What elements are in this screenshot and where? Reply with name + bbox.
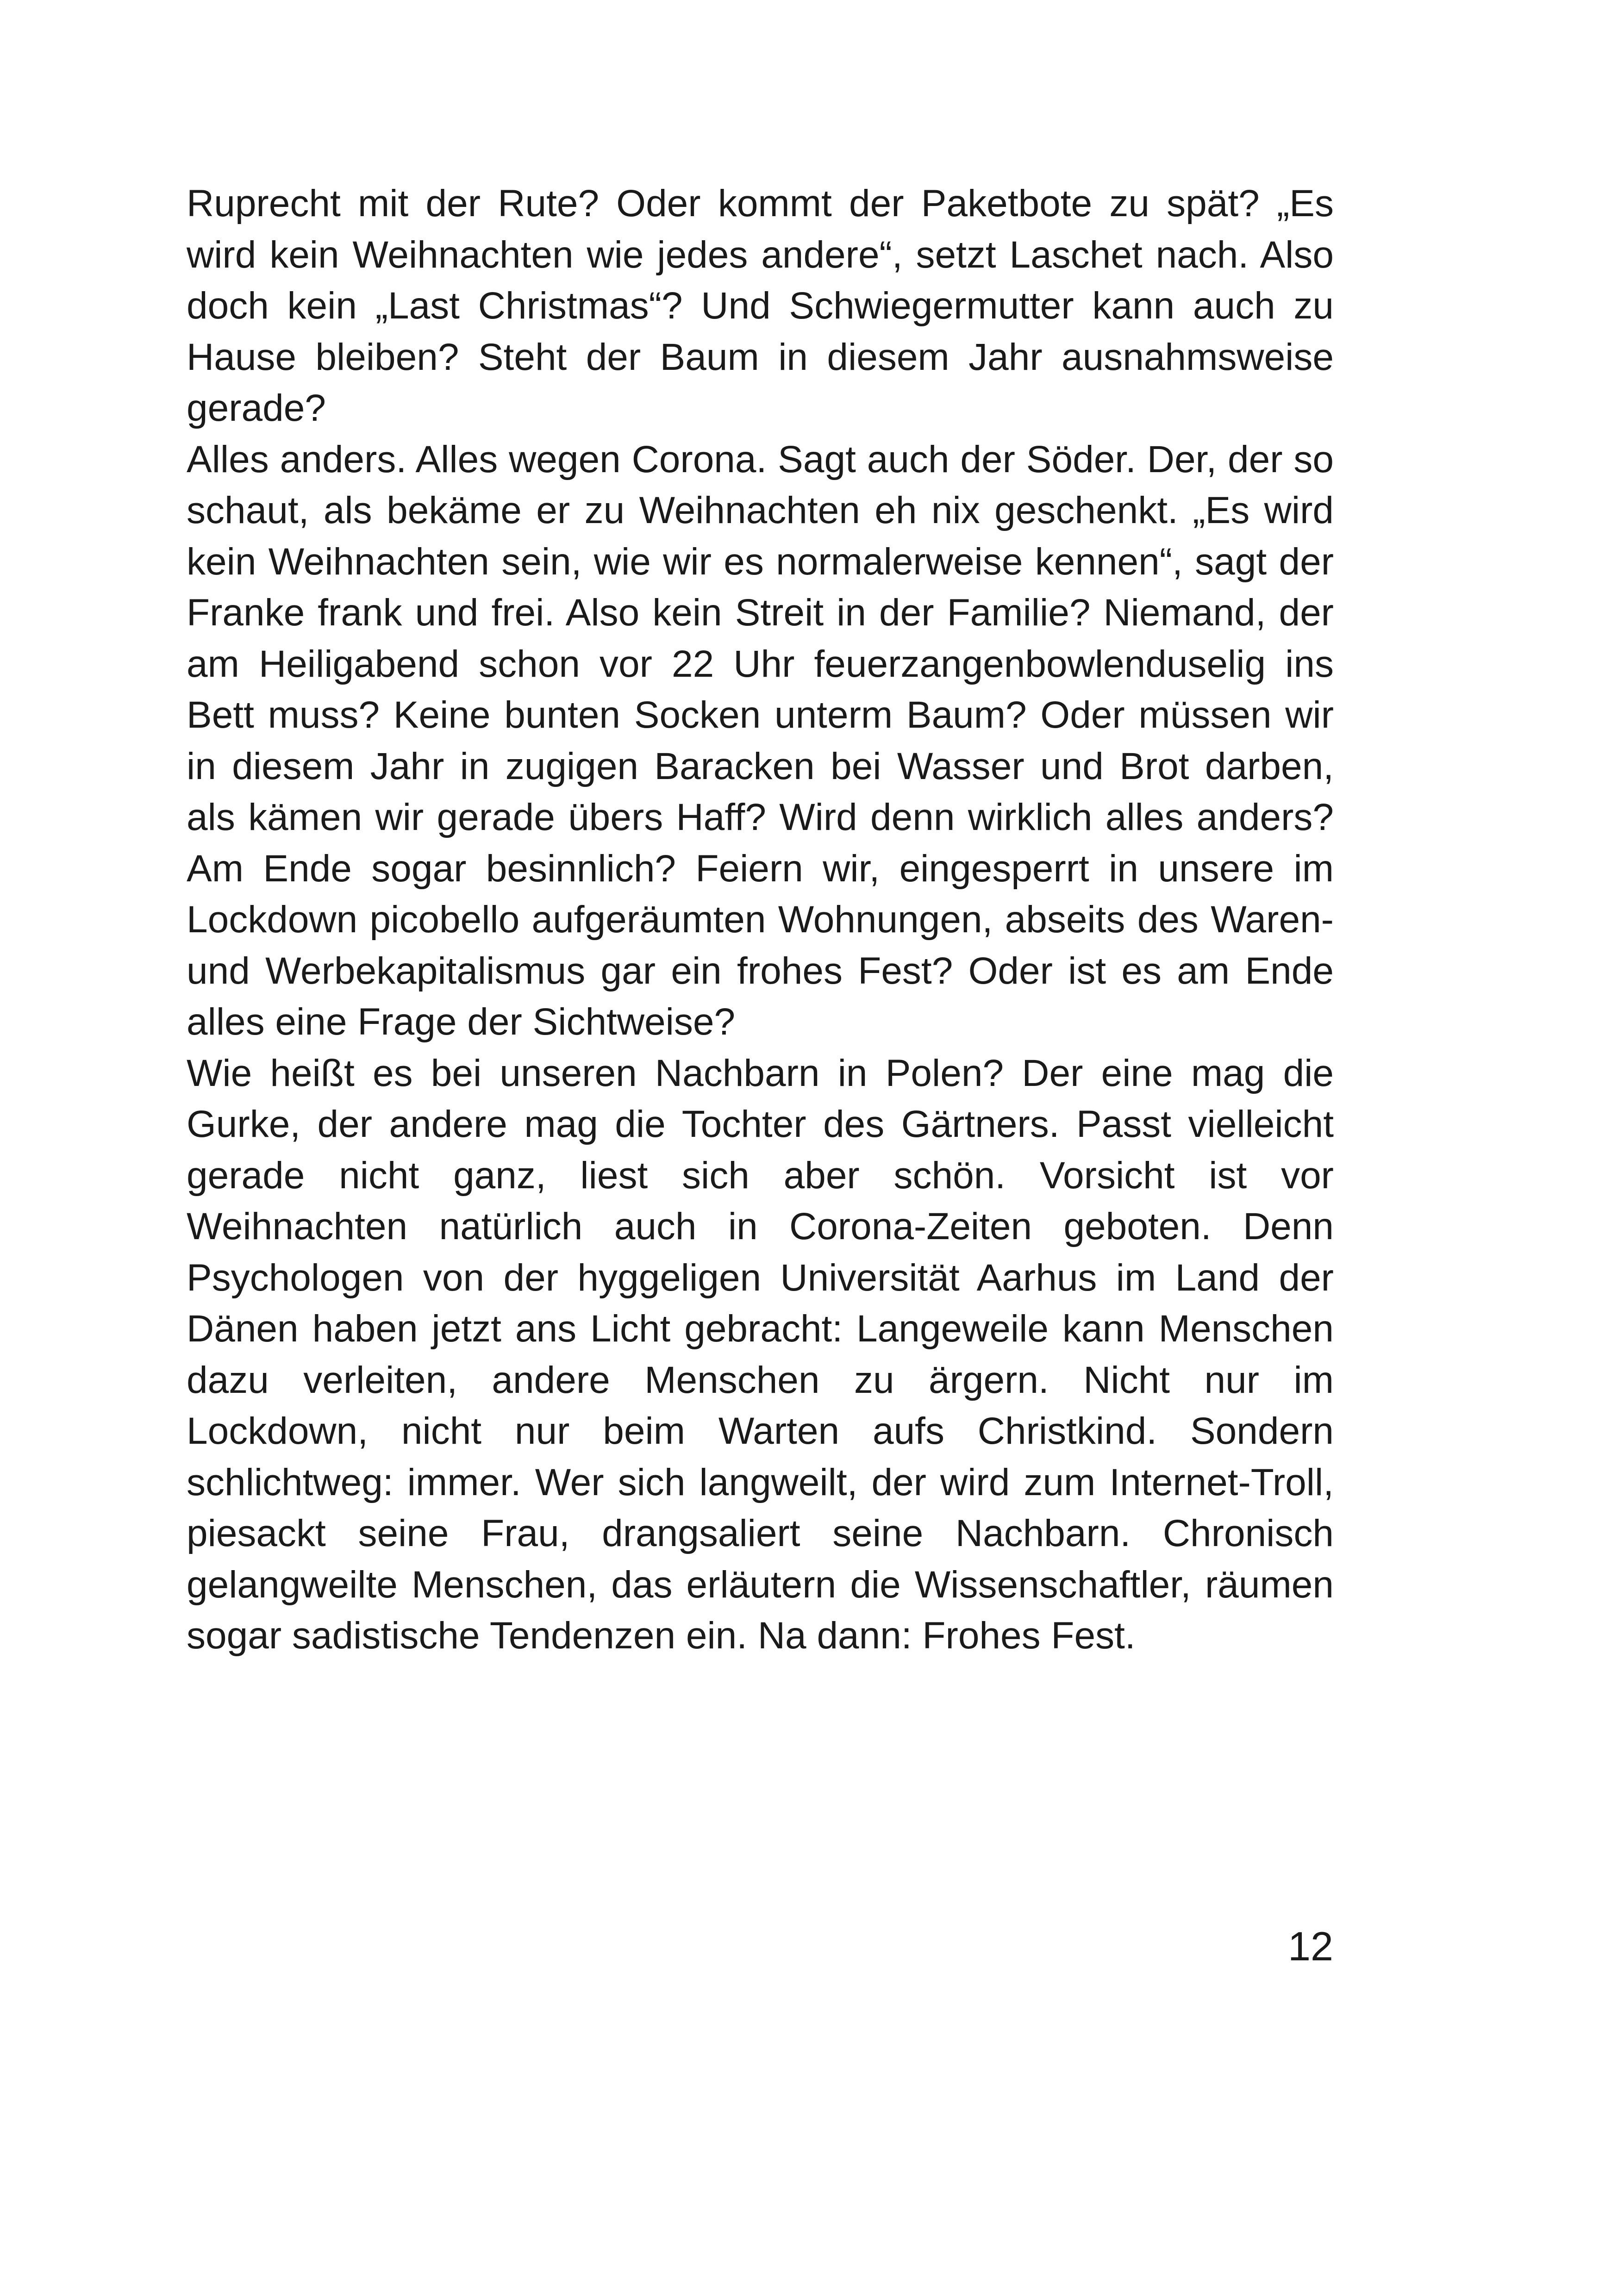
page-number: 12 [1288, 1923, 1333, 1969]
body-text [187, 178, 1334, 1662]
paragraph-3: Wie heißt es bei unseren Nachbarn in Polen? Der eine mag die Gurke, der andere mag die Tochter des Gärtners. Passt vielleicht gerade nicht ganz, liest sich aber schön. Vorsicht ist vor Weihnachten natürlich auch in Corona-Zeiten geboten. Denn Psychologen von der hyggeligen Universität Aarhus im Land der Dänen haben jetzt ans Licht gebracht: Langeweile kann Menschen dazu verleiten, andere Menschen zu ärgern. Nicht nur im Lockdown, nicht nur beim Warten aufs Christkind. Sondern schlichtweg: immer. Wer sich langweilt, der wird zum Internet-Troll, piesackt seine Frau, drangsaliert seine Nachbarn. Chronisch gelangweilte Menschen, das erläutern die Wissenschaftler, räumen sogar sadistische Tendenzen ein. Na dann: Frohes Fest. [187, 1052, 1334, 1657]
paragraph-2: Alles anders. Alles wegen Corona. Sagt auch der Söder. Der, der so schaut, als bekäme er zu Weihnachten eh nix geschenkt. „Es wird kein Weihnachten sein, wie wir es normalerweise kennen“, sagt der Franke frank und frei. Also kein Streit in der Familie? Niemand, der am Heiligabend schon vor 22 Uhr feuerzangenbowlenduselig ins Bett muss? Keine bunten Socken unterm Baum? Oder müssen wir in diesem Jahr in zugigen Baracken bei Wasser und Brot darben, als kämen wir gerade übers Haff? Wird denn wirklich alles anders? Am Ende sogar besinnlich? Feiern wir, eingesperrt in unsere im Lockdown picobello aufgeräumten Wohnungen, abseits des Waren- und Werbekapitalismus gar ein frohes Fest? Oder ist es am Ende alles eine Frage der Sichtweise? [187, 438, 1334, 1043]
paragraph-1: Ruprecht mit der Rute? Oder kommt der Paketbote zu spät? „Es wird kein Weihnachten wie jedes andere“, setzt Laschet nach. Also doch kein „Last Christmas“? Und Schwiegermutter kann auch zu Hause bleiben? Steht der Baum in diesem Jahr ausnahmsweise gerade? [187, 182, 1334, 429]
